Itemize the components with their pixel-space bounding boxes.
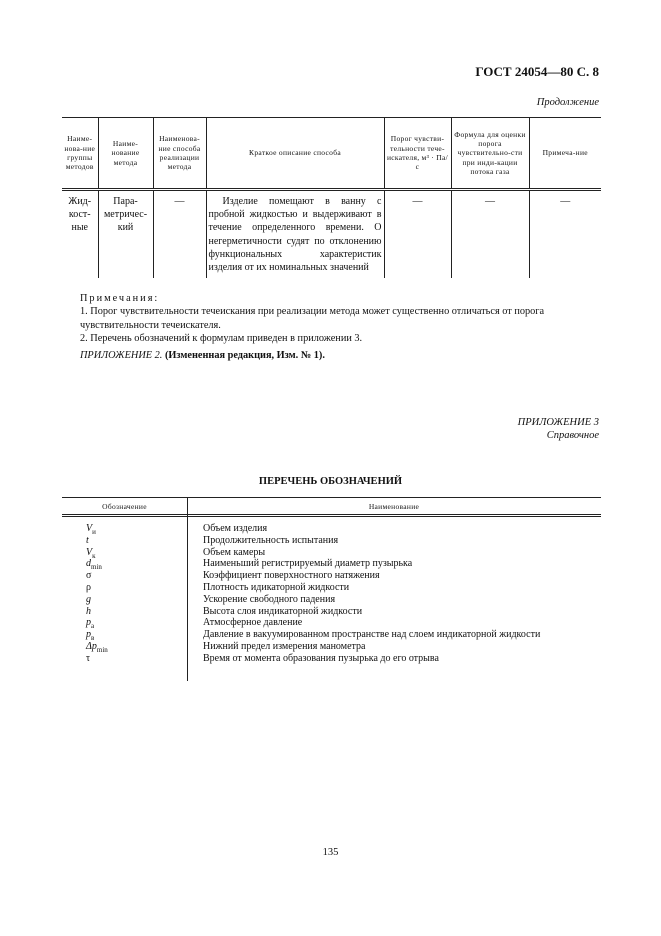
- column-header: Формула для оценки порога чувствительно-сти при инди-кации потока газа: [451, 118, 529, 190]
- symbol-subscript: к: [92, 551, 96, 560]
- symbol-name: Давление в вакуумированном пространстве над слоем индикаторной жидкости: [203, 629, 541, 641]
- symbol-main: h: [86, 605, 91, 617]
- table-row: [62, 606, 601, 618]
- symbol: [62, 558, 187, 570]
- table-cell: —: [529, 190, 601, 279]
- symbol-main: τ: [86, 652, 91, 664]
- table-header-row: [62, 497, 601, 517]
- table-row: [62, 617, 601, 629]
- table-row: [62, 594, 601, 606]
- symbols-table: [62, 497, 601, 665]
- appendix2-reference: [80, 350, 325, 361]
- symbol: [62, 523, 187, 535]
- symbol-name: Наименьший регистрируемый диаметр пузырька: [203, 558, 413, 570]
- table-cell: —: [153, 190, 206, 279]
- symbol-main: p: [86, 617, 91, 629]
- symbol-name: Коэффициент поверхностного натяжения: [203, 570, 380, 582]
- symbol-name: Высота слоя индикаторной жидкости: [203, 605, 363, 617]
- appendix3-subtitle: Справочное: [546, 430, 599, 442]
- column-header: Наименование: [368, 501, 420, 511]
- column-header: Краткое описание способа: [206, 118, 384, 190]
- symbol-main: p: [86, 629, 91, 641]
- symbol: [62, 582, 187, 594]
- symbol: [62, 641, 187, 653]
- continuation-label: Продолжение: [536, 97, 599, 108]
- symbol-subscript: min: [91, 563, 102, 572]
- table-row: [62, 523, 601, 535]
- table-cell: —: [384, 190, 451, 279]
- symbol: [62, 594, 187, 606]
- table-row: [62, 547, 601, 559]
- notes-title: Примечания:: [80, 293, 160, 304]
- column-header: Обозначение: [102, 501, 147, 511]
- table-cell: —: [451, 190, 529, 279]
- symbol-name: Время от момента образования пузырька до его отрыва: [203, 652, 439, 664]
- appendix3-label: ПРИЛОЖЕНИЕ 3: [517, 417, 599, 428]
- symbol-subscript: min: [96, 645, 108, 654]
- column-header: Наиме-нование метода: [98, 118, 153, 190]
- symbol: [62, 653, 187, 665]
- note-item: 1. Порог чувствительности течеискания при реализации метода может существенно отличаться от порога чувствительности течеискателя.: [80, 306, 545, 331]
- appendix3-heading: [518, 416, 599, 442]
- symbol-main: g: [86, 593, 91, 605]
- symbol-name: Плотность идикаторной жидкости: [203, 581, 350, 593]
- table-cell: Жид-кост-ные: [68, 196, 92, 234]
- page-number: 135: [322, 847, 339, 858]
- symbol: [62, 617, 187, 629]
- symbol-subscript: а: [91, 622, 95, 631]
- symbol-main: V: [86, 523, 93, 534]
- symbol-name: Ускорение свободного падения: [203, 593, 336, 605]
- table-cell: Изделие помещают в ванну с пробной жидкостью и выдерживают в течение определенного времени. О негерметичности судят по отклонению функциональных характеристик изделия от их номинальных значений: [206, 190, 384, 279]
- symbol-name: Нижний предел измерения манометра: [203, 640, 366, 652]
- symbol-name: Объем изделия: [203, 523, 268, 534]
- table-cell: Пара-метричес-кий: [98, 190, 153, 279]
- column-divider: [187, 497, 188, 681]
- document-header: ГОСТ 24054—80 С. 8: [475, 64, 599, 79]
- symbol: [62, 629, 187, 641]
- column-header: Примеча-ние: [529, 118, 601, 190]
- symbol-main: ρ: [86, 581, 91, 593]
- note-item: 2. Перечень обозначений к формулам приведен в приложении 3.: [80, 333, 363, 345]
- symbol-main: σ: [86, 570, 92, 582]
- symbols-rows: [62, 517, 601, 665]
- table-row: [62, 570, 601, 582]
- symbol-name: Объем камеры: [203, 546, 266, 558]
- table-header-row: [62, 118, 601, 190]
- symbol: [62, 535, 187, 547]
- symbol-main: V: [86, 546, 93, 558]
- appendix2-text: (Измененная редакция, Изм. № 1).: [164, 350, 325, 361]
- symbols-title: ПЕРЕЧЕНЬ ОБОЗНАЧЕНИЙ: [258, 476, 403, 487]
- symbol-main: d: [86, 558, 91, 570]
- symbol: [62, 547, 187, 559]
- table-row: [62, 629, 601, 641]
- notes: [80, 292, 605, 346]
- table-row: [62, 535, 601, 547]
- symbol-name: Продолжительность испытания: [203, 534, 339, 546]
- symbol-main: Δp: [86, 640, 97, 652]
- symbol-subscript: и: [92, 528, 96, 536]
- methods-table: [62, 117, 601, 278]
- table-row: [62, 190, 601, 279]
- appendix2-label: ПРИЛОЖЕНИЕ 2.: [80, 350, 163, 361]
- column-header: Порог чувстви-тельности тече-искателя, м³ · Па/с: [384, 118, 451, 190]
- symbol: [62, 570, 187, 582]
- column-header: Наиме-нова-ние группы методов: [62, 118, 98, 190]
- symbol-main: t: [86, 534, 89, 546]
- symbol: [62, 606, 187, 618]
- table-row: [62, 641, 601, 653]
- column-header: Наименова-ние способа реализации метода: [153, 118, 206, 190]
- table-row: [62, 558, 601, 570]
- table-row: [62, 653, 601, 665]
- symbol-name: Атмосферное давление: [203, 617, 303, 629]
- table-row: [62, 582, 601, 594]
- symbol-subscript: в: [91, 634, 95, 643]
